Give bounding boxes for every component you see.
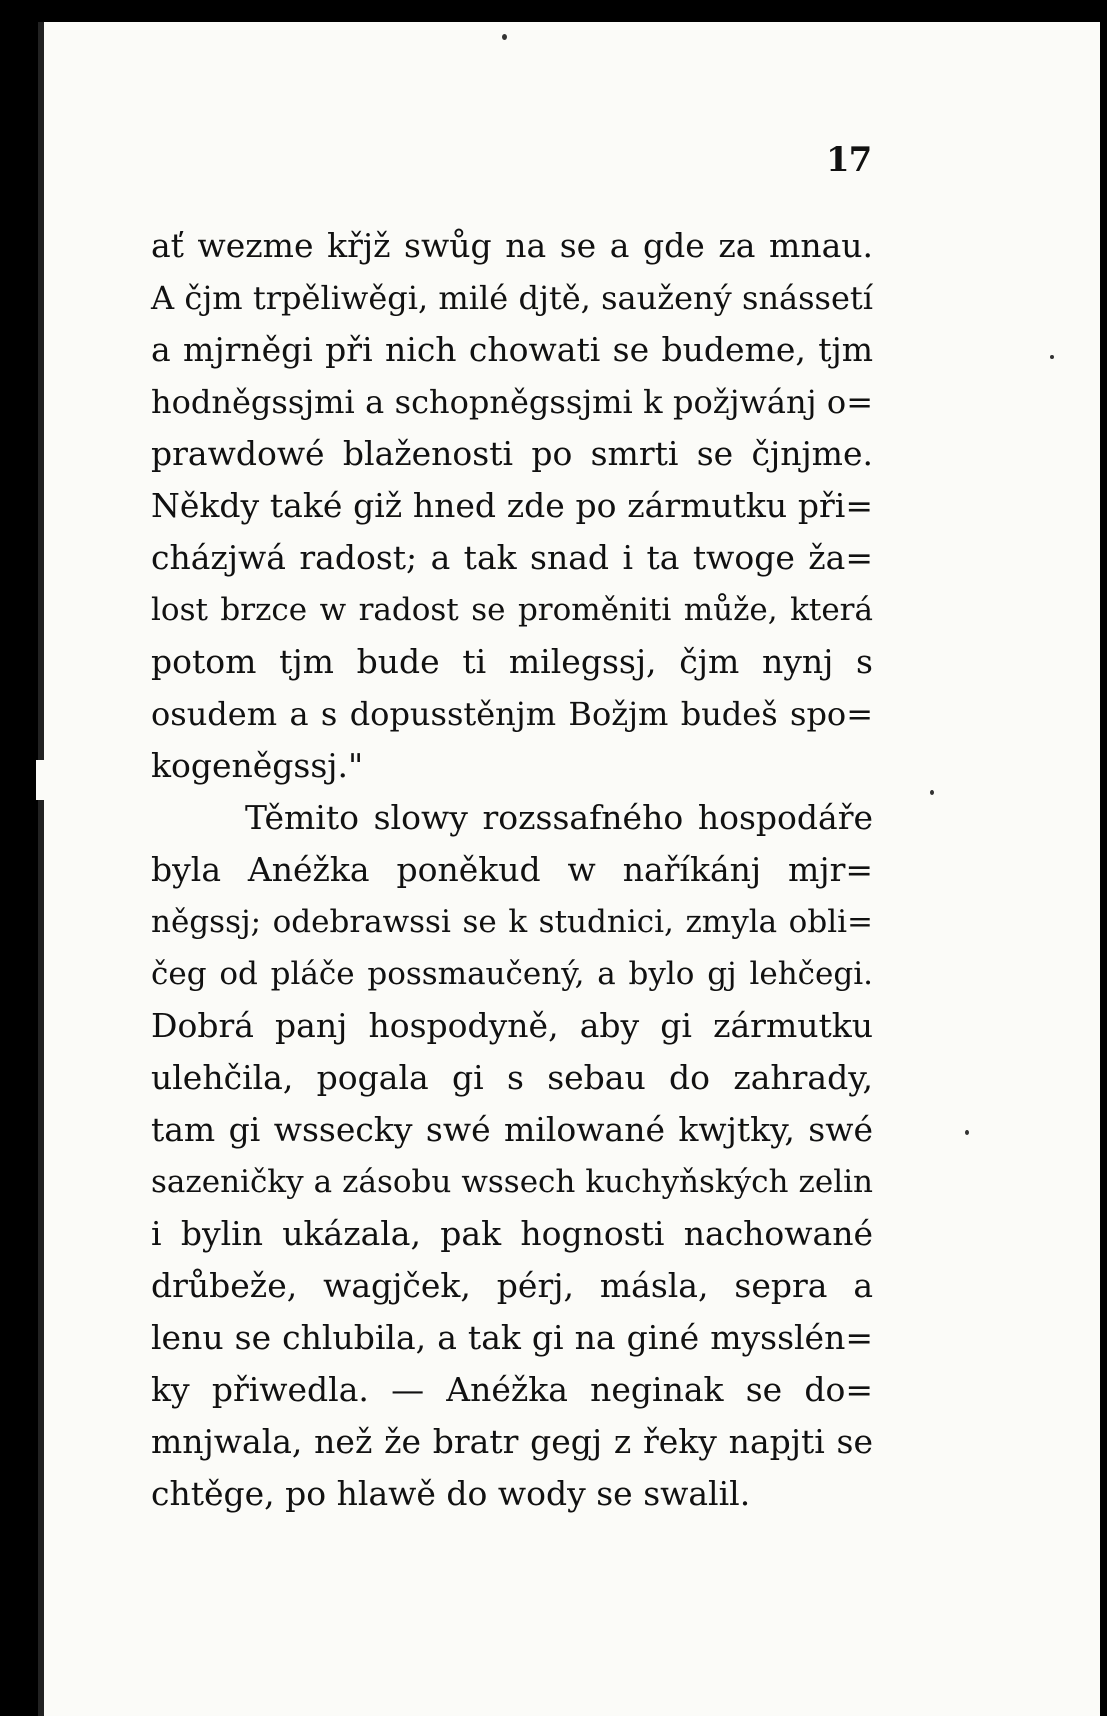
text-line: a mjrněgi při nich chowati se budeme, tjm [151, 330, 873, 369]
text-line: lenu se chlubila, a tak gi na giné mysslén= [151, 1318, 873, 1357]
text-line: Někdy také giž hned zde po zármutku při= [151, 486, 873, 525]
paper-speck [1050, 355, 1054, 359]
text-line: tam gi wssecky swé milowané kwjtky, swé [151, 1110, 873, 1149]
text-line: lost brzce w radost se proměniti může, která [151, 592, 873, 628]
text-line: potom tjm bude ti milegssj, čjm nynj s [151, 642, 873, 681]
text-line: A čjm trpěliwěgi, milé djtě, saužený snássetí [151, 279, 873, 317]
text-line: i bylin ukázala, pak hognosti nachowané [151, 1214, 873, 1253]
page-edge-gap [36, 760, 46, 800]
text-line: Dobrá panj hospodyně, aby gi zármutku [151, 1006, 873, 1045]
paper-speck [965, 1130, 969, 1135]
text-line: osudem a s dopusstěnjm Božjm budeš spo= [151, 695, 873, 733]
text-line: ulehčila, pogala gi s sebau do zahrady, [151, 1058, 873, 1097]
text-line: kogeněgssj." [151, 746, 364, 785]
text-line: mnjwala, než že bratr gegj z řeky napjti se [151, 1422, 873, 1461]
text-line: čeg od pláče possmaučený, a bylo gj lehčegi. [151, 956, 873, 992]
page-number: 17 [826, 140, 872, 180]
text-line: hodněgssjmi a schopněgssjmi k požjwánj o= [151, 383, 873, 421]
page-edge-shadow [38, 22, 44, 1716]
text-line: sazeničky a zásobu wssech kuchyňských zelin [151, 1164, 873, 1200]
text-line: byla Anéžka poněkud w naříkánj mjr= [151, 850, 873, 889]
text-line: drůbeže, wagjček, pérj, másla, sepra a [151, 1266, 873, 1305]
text-line: prawdowé blaženosti po smrti se čjnjme. [151, 434, 873, 473]
text-line: ky přiwedla. — Anéžka neginak se do= [151, 1370, 873, 1409]
paper-speck [930, 790, 934, 795]
text-line: Těmito slowy rozssafného hospodáře [245, 798, 873, 837]
body-text [151, 220, 873, 1520]
text-line: cházjwá radost; a tak snad i ta twoge ža= [151, 538, 873, 577]
paper-speck [502, 34, 507, 40]
text-line: chtěge, po hlawě do wody se swalil. [151, 1474, 751, 1513]
text-line: ať wezme křjž swůg na se a gde za mnau. [151, 226, 873, 265]
text-line: něgssj; odebrawssi se k studnici, zmyla obli= [151, 904, 873, 940]
